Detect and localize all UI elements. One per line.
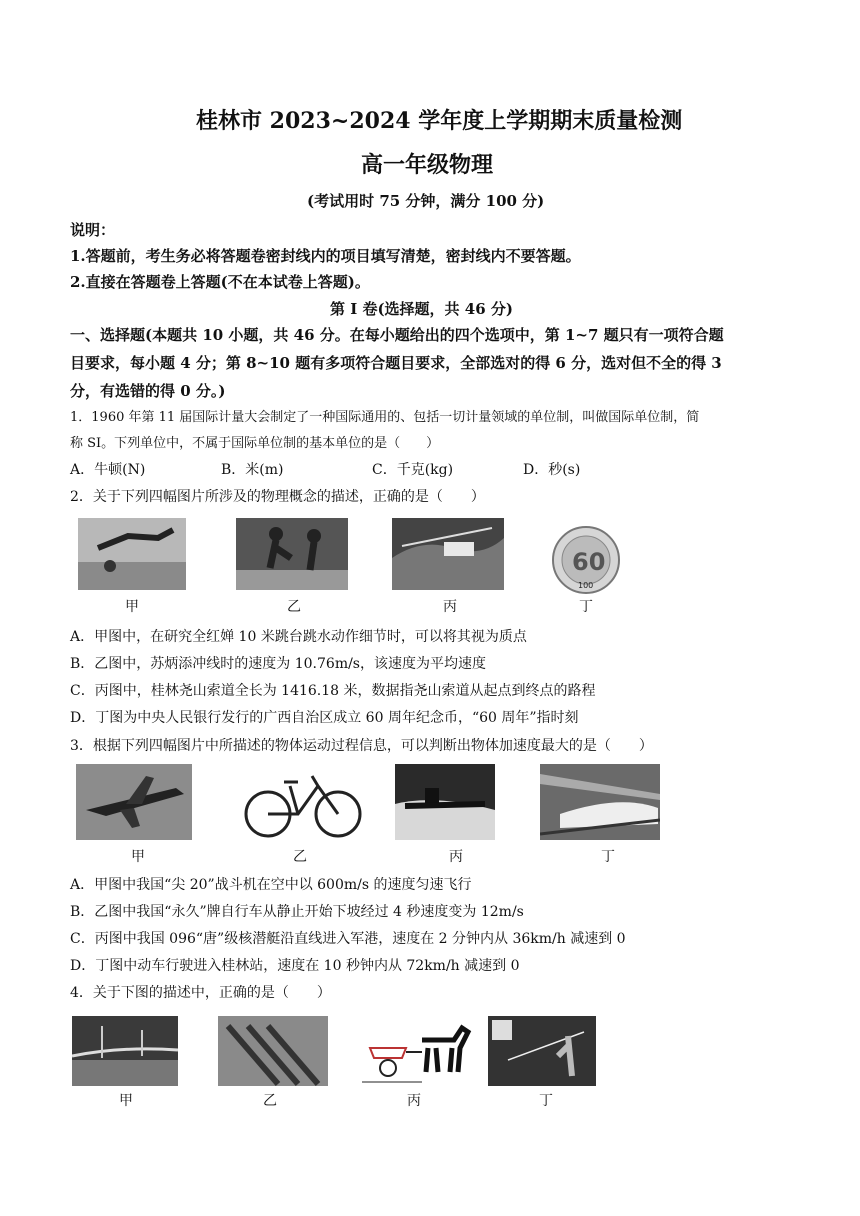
option-a: A．甲图中我国“尖 20”战斗机在空中以 600m/s 的速度匀速飞行 bbox=[70, 877, 472, 893]
caption-bing: 丙 bbox=[449, 849, 463, 865]
submarine-image bbox=[395, 764, 495, 840]
escalator-image bbox=[218, 1016, 328, 1086]
section-instructions: 目要求，每小题 4 分；第 8~10 题有多项符合题目要求，全部选对的得 6 分，选对但不全的得 3 bbox=[70, 354, 722, 372]
note-item: 2.直接在答题卷上答题(不在本试卷上答题)。 bbox=[70, 273, 370, 291]
caption-yi: 乙 bbox=[293, 849, 307, 865]
bullet-train-image bbox=[540, 764, 660, 840]
option-a: A．甲图中，在研究全红婵 10 米跳台跳水动作细节时，可以将其视为质点 bbox=[70, 629, 527, 645]
caption-jia: 甲 bbox=[119, 1093, 133, 1109]
option-d: D．丁图为中央人民银行发行的广西自治区成立 60 周年纪念币，“60 周年”指时刻 bbox=[70, 710, 579, 726]
caption-bing: 丙 bbox=[407, 1093, 421, 1109]
section-title: 第 Ⅰ 卷(选择题，共 46 分) bbox=[330, 300, 513, 318]
exam-info: (考试用时 75 分钟，满分 100 分) bbox=[307, 192, 545, 210]
option-c: C．丙图中我国 096“唐”级核潜艇沿直线进入军港，速度在 2 分钟内从 36km/h 减速到 0 bbox=[70, 931, 626, 947]
exam-subtitle: 高一年级物理 bbox=[361, 152, 494, 178]
option-b: B．乙图中，苏炳添冲线时的速度为 10.76m/s，该速度为平均速度 bbox=[70, 656, 486, 672]
section-instructions: 一、选择题(本题共 10 小题，共 46 分。在每小题给出的四个选项中，第 1~7 题只有一项符合题 bbox=[70, 326, 724, 344]
option-a: A．牛顿(N) bbox=[70, 462, 146, 478]
caption-jia: 甲 bbox=[131, 849, 145, 865]
caption-bing: 丙 bbox=[443, 599, 457, 615]
question-stem: 4．关于下图的描述中，正确的是（ ） bbox=[70, 985, 331, 1001]
coin-value: 100 bbox=[578, 581, 594, 590]
option-c: C．千克(kg) bbox=[372, 462, 454, 478]
question-stem: 3．根据下列四幅图片中所描述的物体运动过程信息，可以判断出物体加速度最大的是（ ） bbox=[70, 738, 653, 754]
section-instructions: 分，有选错的得 0 分。) bbox=[70, 382, 226, 400]
option-b: B．米(m) bbox=[221, 462, 284, 478]
caption-ding: 丁 bbox=[579, 599, 593, 615]
horse-cart-image bbox=[362, 1020, 472, 1084]
cableway-image bbox=[392, 518, 504, 590]
notes-label: 说明： bbox=[70, 221, 116, 239]
caption-ding: 丁 bbox=[601, 849, 615, 865]
sprinter-image bbox=[236, 518, 348, 590]
caption-yi: 乙 bbox=[287, 599, 301, 615]
caption-jia: 甲 bbox=[125, 599, 139, 615]
exam-title: 桂林市 2023~2024 学年度上学期期末质量检测 bbox=[196, 108, 683, 134]
option-b: B．乙图中我国“永久”牌自行车从静止开始下坡经过 4 秒速度变为 12m/s bbox=[70, 904, 524, 920]
option-c: C．丙图中，桂林尧山索道全长为 1416.18 米，数据指尧山索道从起点到终点的路程 bbox=[70, 683, 596, 699]
option-d: D．秒(s) bbox=[523, 462, 581, 478]
fighter-jet-image bbox=[76, 764, 192, 840]
coin-image bbox=[548, 524, 628, 596]
note-item: 1.答题前，考生务必将答题卷密封线内的项目填写清楚，密封线内不要答题。 bbox=[70, 247, 581, 265]
caption-yi: 乙 bbox=[263, 1093, 277, 1109]
question-stem: 称 SI。下列单位中，不属于国际单位制的基本单位的是（ ） bbox=[70, 436, 440, 451]
svg-text:60: 60 bbox=[572, 548, 606, 576]
question-stem: 2．关于下列四幅图片所涉及的物理概念的描述，正确的是（ ） bbox=[70, 489, 485, 505]
question-stem: 1．1960 年第 11 届国际计量大会制定了一种国际通用的、包括一切计量领域的单位制，叫做国际单位制，简 bbox=[70, 410, 700, 425]
bicycle-image bbox=[240, 770, 366, 840]
caption-ding: 丁 bbox=[539, 1093, 553, 1109]
option-d: D．丁图中动车行驶进入桂林站，速度在 10 秒钟内从 72km/h 减速到 0 bbox=[70, 958, 520, 974]
diver-image bbox=[78, 518, 186, 590]
bridge-image bbox=[72, 1016, 178, 1086]
fencing-image bbox=[488, 1016, 596, 1086]
